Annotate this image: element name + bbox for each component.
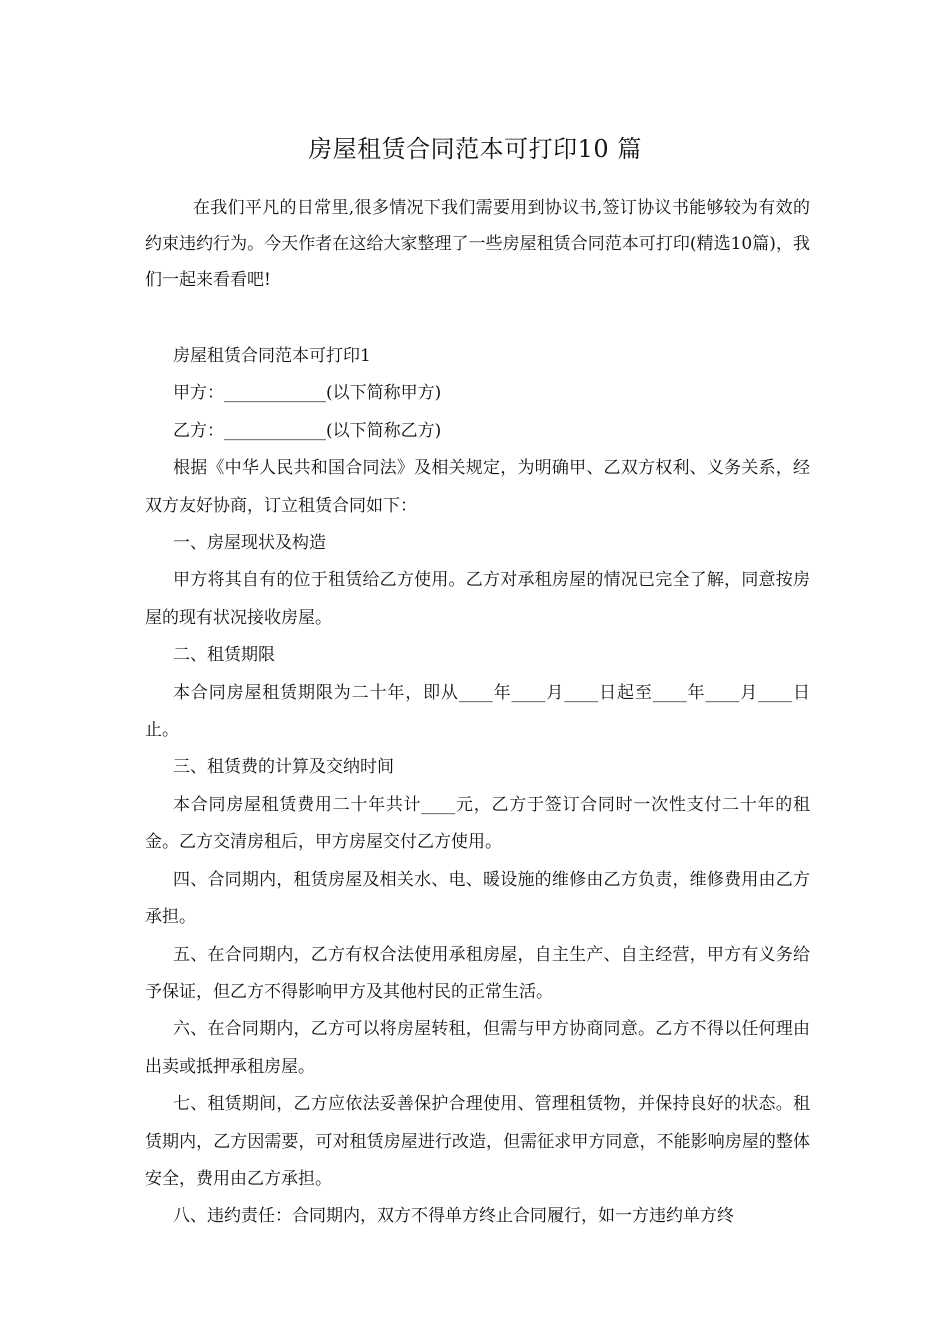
preamble-paragraph: 根据《中华人民共和国合同法》及相关规定，为明确甲、乙双方权利、义务关系，经双方友好协商，订立租赁合同如下： (145, 458, 810, 516)
contract-body (145, 338, 810, 1236)
section-paragraph-2: 本合同房屋租赁期限为二十年，即从____年____月____日起至____年____月____日止。 (145, 682, 810, 741)
clause-5: 五、在合同期内，乙方有权合法使用承租房屋，自主生产、自主经营，甲方有义务给予保证，但乙方不得影响甲方及其他村民的正常生活。 (145, 944, 810, 1002)
section-heading-1: 一、房屋现状及构造 (173, 533, 326, 554)
section-paragraph-1: 甲方将其自有的位于租赁给乙方使用。乙方对承租房屋的情况已完全了解，同意按房屋的现有状况接收房屋。 (145, 570, 810, 628)
document-title: 房屋租赁合同范本可打印10 篇 (308, 135, 642, 163)
clause-4: 四、合同期内，租赁房屋及相关水、电、暖设施的维修由乙方负责，维修费用由乙方承担。 (145, 869, 810, 928)
contract-heading: 房屋租赁合同范本可打印1 (173, 346, 371, 366)
section-heading-3: 三、租赁费的计算及交纳时间 (173, 757, 394, 778)
section-paragraph-3: 本合同房屋租赁费用二十年共计____元，乙方于签订合同时一次性支付二十年的租金。乙方交清房租后，甲方房屋交付乙方使用。 (145, 794, 810, 853)
section-heading-2: 二、租赁期限 (173, 645, 275, 666)
party-b-line: 乙方：____________(以下简称乙方) (173, 420, 442, 441)
clause-6: 六、在合同期内，乙方可以将房屋转租，但需与甲方协商同意。乙方不得以任何理由出卖或抵押承租房屋。 (145, 1019, 810, 1077)
clause-7: 七、租赁期间，乙方应依法妥善保护合理使用、管理租赁物，并保持良好的状态。租赁期内，乙方因需要，可对租赁房屋进行改造，但需征求甲方同意，不能影响房屋的整体安全，费用由乙方承担。 (145, 1094, 810, 1189)
clause-8: 八、违约责任：合同期内，双方不得单方终止合同履行，如一方违约单方终 (173, 1206, 734, 1227)
intro-paragraph: 在我们平凡的日常里,很多情况下我们需要用到协议书,签订协议书能够较为有效的约束违约行为。今天作者在这给大家整理了一些房屋租赁合同范本可打印(精选10篇)，我们一起来看看吧! (145, 198, 810, 290)
party-a-line: 甲方：____________(以下简称甲方) (173, 383, 442, 404)
